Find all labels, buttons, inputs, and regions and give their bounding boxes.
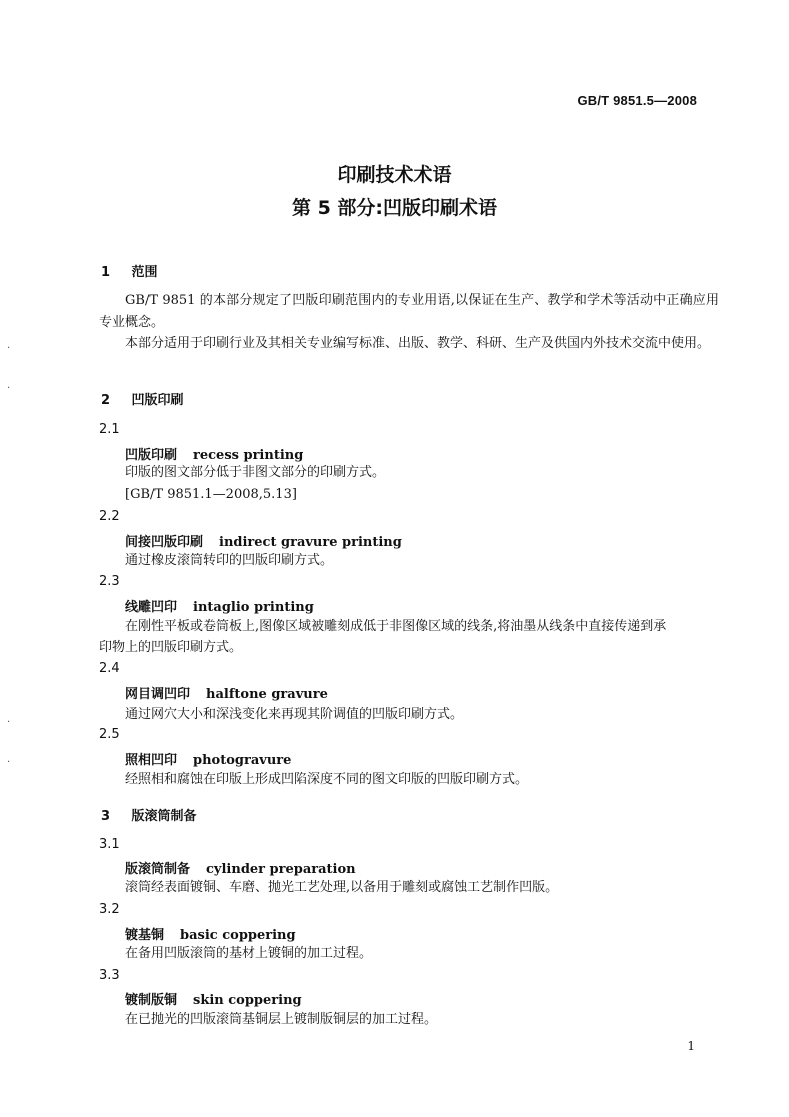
term-entry [125,531,402,550]
scope-paragraph-1: GB/T 9851 的本部分规定了凹版印刷范围内的专业用语,以保证在生产、教学和学术等活动中正确应用专业概念。 [99,293,719,330]
term-entry [125,683,328,702]
term-reference: [GB/T 9851.1—2008,5.13] [125,487,297,502]
term-english: indirect gravure printing [219,535,402,550]
term-entry [125,989,302,1008]
term-chinese: 照相凹印 [125,753,178,768]
section-title: 版滚筒制备 [131,809,197,824]
term-number: 3.1 [99,837,120,852]
term-chinese: 线雕凹印 [125,600,178,615]
section-heading-1 [101,261,158,280]
term-definition: 在刚性平板或卷筒板上,图像区域被雕刻成低于非图像区域的线条,将油墨从线条中直接传递到承 [125,619,667,634]
term-definition: 经照相和腐蚀在印版上形成凹陷深度不同的图文印版的凹版印刷方式。 [125,772,529,787]
term-definition: 通过橡皮滚筒转印的凹版印刷方式。 [125,553,334,568]
document-code: GB/T 9851.5—2008 [577,93,697,108]
section-number: 2 [101,393,111,408]
section-number: 3 [101,809,111,824]
term-chinese: 镀基铜 [125,928,165,943]
term-entry [125,924,296,943]
term-entry [125,858,356,877]
term-chinese: 凹版印刷 [125,448,178,463]
document-title: 印刷技术术语 [337,164,452,186]
section-title: 凹版印刷 [131,393,184,408]
term-definition: 滚筒经表面镀铜、车磨、抛光工艺处理,以备用于雕刻或腐蚀工艺制作凹版。 [125,880,559,895]
term-chinese: 镀制版铜 [125,993,178,1008]
term-definition: 印版的图文部分低于非图文部分的印刷方式。 [125,465,386,480]
page-number: 1 [687,1039,695,1053]
term-english: photogravure [193,753,292,768]
term-definition: 通过网穴大小和深浅变化来再现其阶调值的凹版印刷方式。 [125,707,464,722]
term-number: 2.2 [99,509,120,524]
section-heading-3 [101,805,197,824]
document-subtitle: 第 5 部分:凹版印刷术语 [291,197,498,219]
term-entry [125,444,303,463]
scan-mark: · [7,343,11,354]
term-chinese: 网目调凹印 [125,687,191,702]
term-number: 2.5 [99,727,120,742]
term-definition: 在已抛光的凹版滚筒基铜层上镀制版铜层的加工过程。 [125,1012,438,1027]
term-english: cylinder preparation [206,862,356,877]
scan-mark: · [7,383,11,394]
term-chinese: 间接凹版印刷 [125,535,204,550]
term-number: 2.4 [99,661,120,676]
term-entry [125,596,314,615]
term-english: basic coppering [180,928,296,943]
term-number: 2.3 [99,574,120,589]
term-definition-continued: 印物上的凹版印刷方式。 [99,640,243,655]
term-english: recess printing [193,448,304,463]
term-chinese: 版滚筒制备 [125,862,191,877]
term-number: 3.2 [99,902,120,917]
term-number: 2.1 [99,422,120,437]
section-heading-2 [101,389,184,408]
term-english: halftone gravure [206,687,328,702]
scan-mark: · [7,757,11,768]
section-title: 范围 [131,265,158,280]
scan-mark: · [7,717,11,728]
term-english: intaglio printing [193,600,314,615]
term-definition: 在备用凹版滚筒的基材上镀铜的加工过程。 [125,946,373,961]
term-entry [125,749,291,768]
term-english: skin coppering [193,993,302,1008]
term-number: 3.3 [99,968,120,983]
section-number: 1 [101,265,111,280]
scope-paragraph-2: 本部分适用于印刷行业及其相关专业编写标准、出版、教学、科研、生产及供国内外技术交流中使用。 [125,336,711,351]
